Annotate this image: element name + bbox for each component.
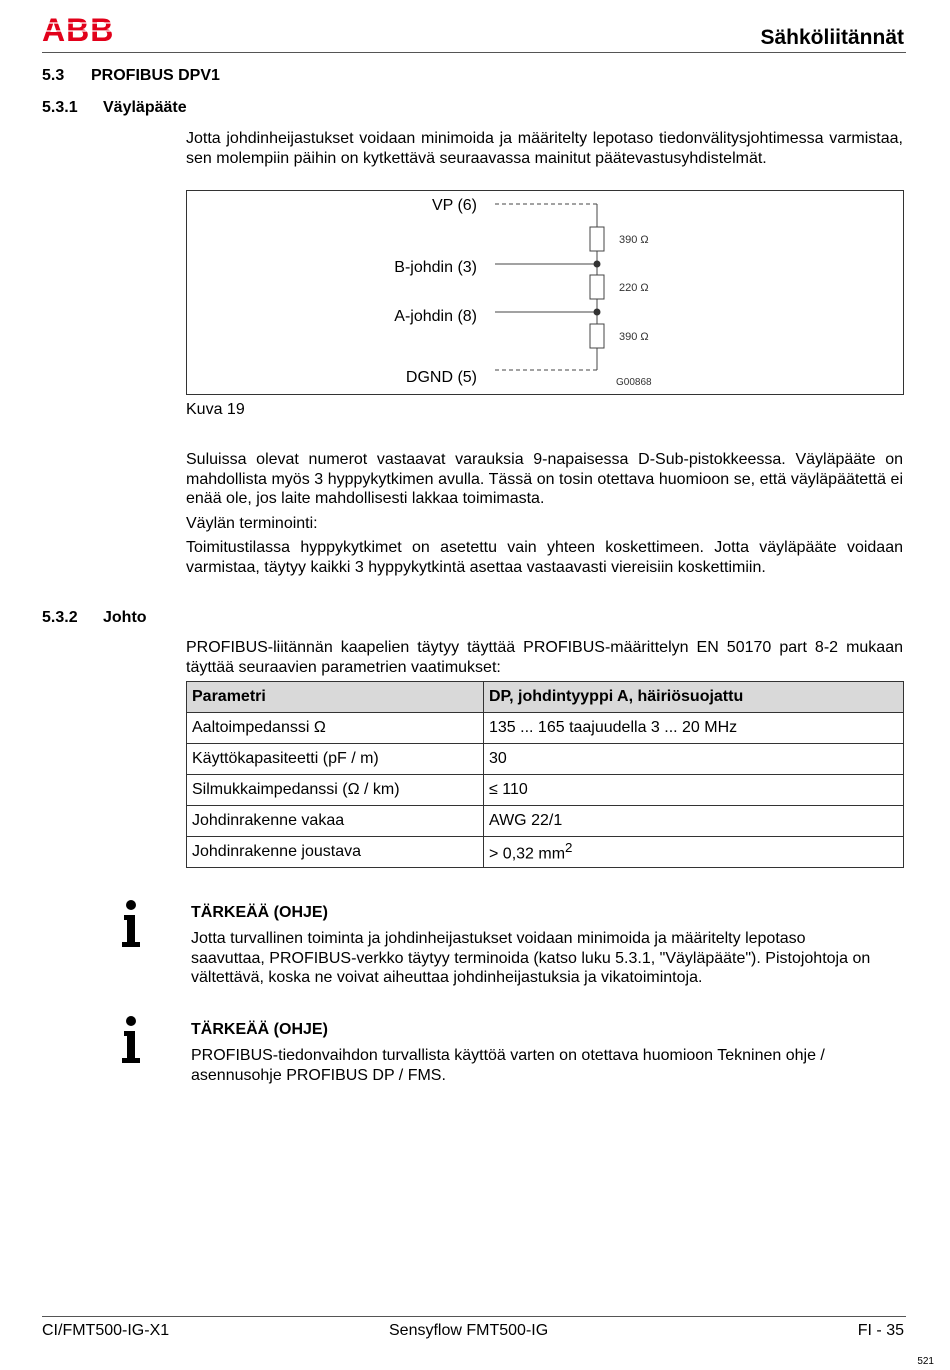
table-cell-value: > 0,32 mm [489,845,566,863]
subsection-title: Johto [103,609,147,626]
note-title: TÄRKEÄÄ (OHJE) [191,1021,328,1038]
subsection-number: 5.3.2 [42,609,78,626]
table-cell: Silmukkaimpedanssi (Ω / km) [187,775,484,806]
table-cell: Johdinrakenne vakaa [187,806,484,837]
intro-paragraph: Jotta johdinheijastukset voidaan minimoida ja määritelty lepotaso tiedonvälitysjohtimessa varmistaa, sen molempiin päihin on kytkettävä seuraavassa mainitut päätevastusyhdistelmät. [186,130,903,167]
table-row [187,837,904,868]
table-cell: Käyttökapasiteetti (pF / m) [187,744,484,775]
dgnd-label: DGND (5) [405,369,477,386]
page-id: 521 [917,1356,934,1367]
termination-label: Väylän terminointi: [186,515,318,532]
cable-parameter-table [186,681,904,868]
termination-diagram [186,190,904,395]
table-cell: 135 ... 165 taajuudella 3 ... 20 MHz [484,713,904,744]
subsection-title: Väyläpääte [103,99,187,116]
header-divider [42,52,906,53]
note-title: TÄRKEÄÄ (OHJE) [191,904,328,921]
description-paragraph: Suluissa olevat numerot vastaavat varauksia 9-napaisessa D-Sub-pistokkeessa. Väyläpääte on mahdollista myös 3 hyppykytkimen avulla. Tässä on tosin otettava huomioon se, että väyläpäätettä ei enää ole, jos laite mahdollisesti lakkaa toimimasta. [186,451,903,507]
table-cell: AWG 22/1 [484,806,904,837]
vp-label: VP (6) [431,197,477,214]
footer-divider [42,1316,906,1317]
table-row [187,713,904,744]
info-icon [120,900,142,948]
figure-caption: Kuva 19 [186,401,245,418]
table-cell: 30 [484,744,904,775]
resistor-value-top: 390 Ω [619,234,649,246]
table-header-cell: Parametri [187,682,484,713]
superscript: 2 [565,840,573,856]
termination-circuit [187,191,903,394]
page-header-title: Sähköliitännät [760,26,904,49]
table-header-row [187,682,904,713]
a-wire-label: A-johdin (8) [394,308,477,325]
cable-intro-paragraph: PROFIBUS-liitännän kaapelien täytyy täyttää PROFIBUS-määrittelyn EN 50170 part 8-2 mukaan täyttää seuraavien parametrien vaatimukset: [186,639,903,676]
termination-paragraph: Toimitustilassa hyppykytkimet on asetettu vain yhteen koskettimeen. Jotta väyläpääte voidaan varmistaa, täytyy kaikki 3 hyppykytkintä asettaa vastaavasti viereisiin koskettimiin. [186,539,903,576]
note-text: PROFIBUS-tiedonvaihdon turvallista käyttöä varten on otettava huomioon Tekninen ohje / asennusohje PROFIBUS DP / FMS. [191,1047,825,1084]
table-row [187,775,904,806]
info-icon [120,1016,142,1064]
figure-code: G00868 [616,377,652,388]
table-cell [484,837,904,868]
table-cell: Johdinrakenne joustava [187,837,484,868]
subsection-number: 5.3.1 [42,99,78,116]
table-header-cell: DP, johdintyyppi A, häiriösuojattu [484,682,904,713]
footer-document-id: CI/FMT500-IG-X1 [42,1322,170,1339]
resistor-value-middle: 220 Ω [619,282,649,294]
table-cell: ≤ 110 [484,775,904,806]
svg-text:ABB: ABB [42,14,115,46]
table-row [187,806,904,837]
footer-product-name: Sensyflow FMT500-IG [389,1322,549,1339]
footer-page-number: FI - 35 [857,1322,904,1339]
section-number: 5.3 [42,67,65,84]
b-wire-label: B-johdin (3) [394,259,477,276]
table-row [187,744,904,775]
resistor-value-bottom: 390 Ω [619,331,649,343]
note-text: Jotta turvallinen toiminta ja johdinheijastukset voidaan minimoida ja määritelty lepotaso saavuttaa, PROFIBUS-verkko täytyy terminoida (katso luku 5.3.1, "Väyläpääte"). Pistojohtoja on vältettävä, koska ne voivat aiheuttaa johdinheijastuksia ja vikatoimintoja. [191,930,871,986]
table-cell: Aaltoimpedanssi Ω [187,713,484,744]
abb-logo [42,14,120,46]
section-title: PROFIBUS DPV1 [91,67,220,84]
